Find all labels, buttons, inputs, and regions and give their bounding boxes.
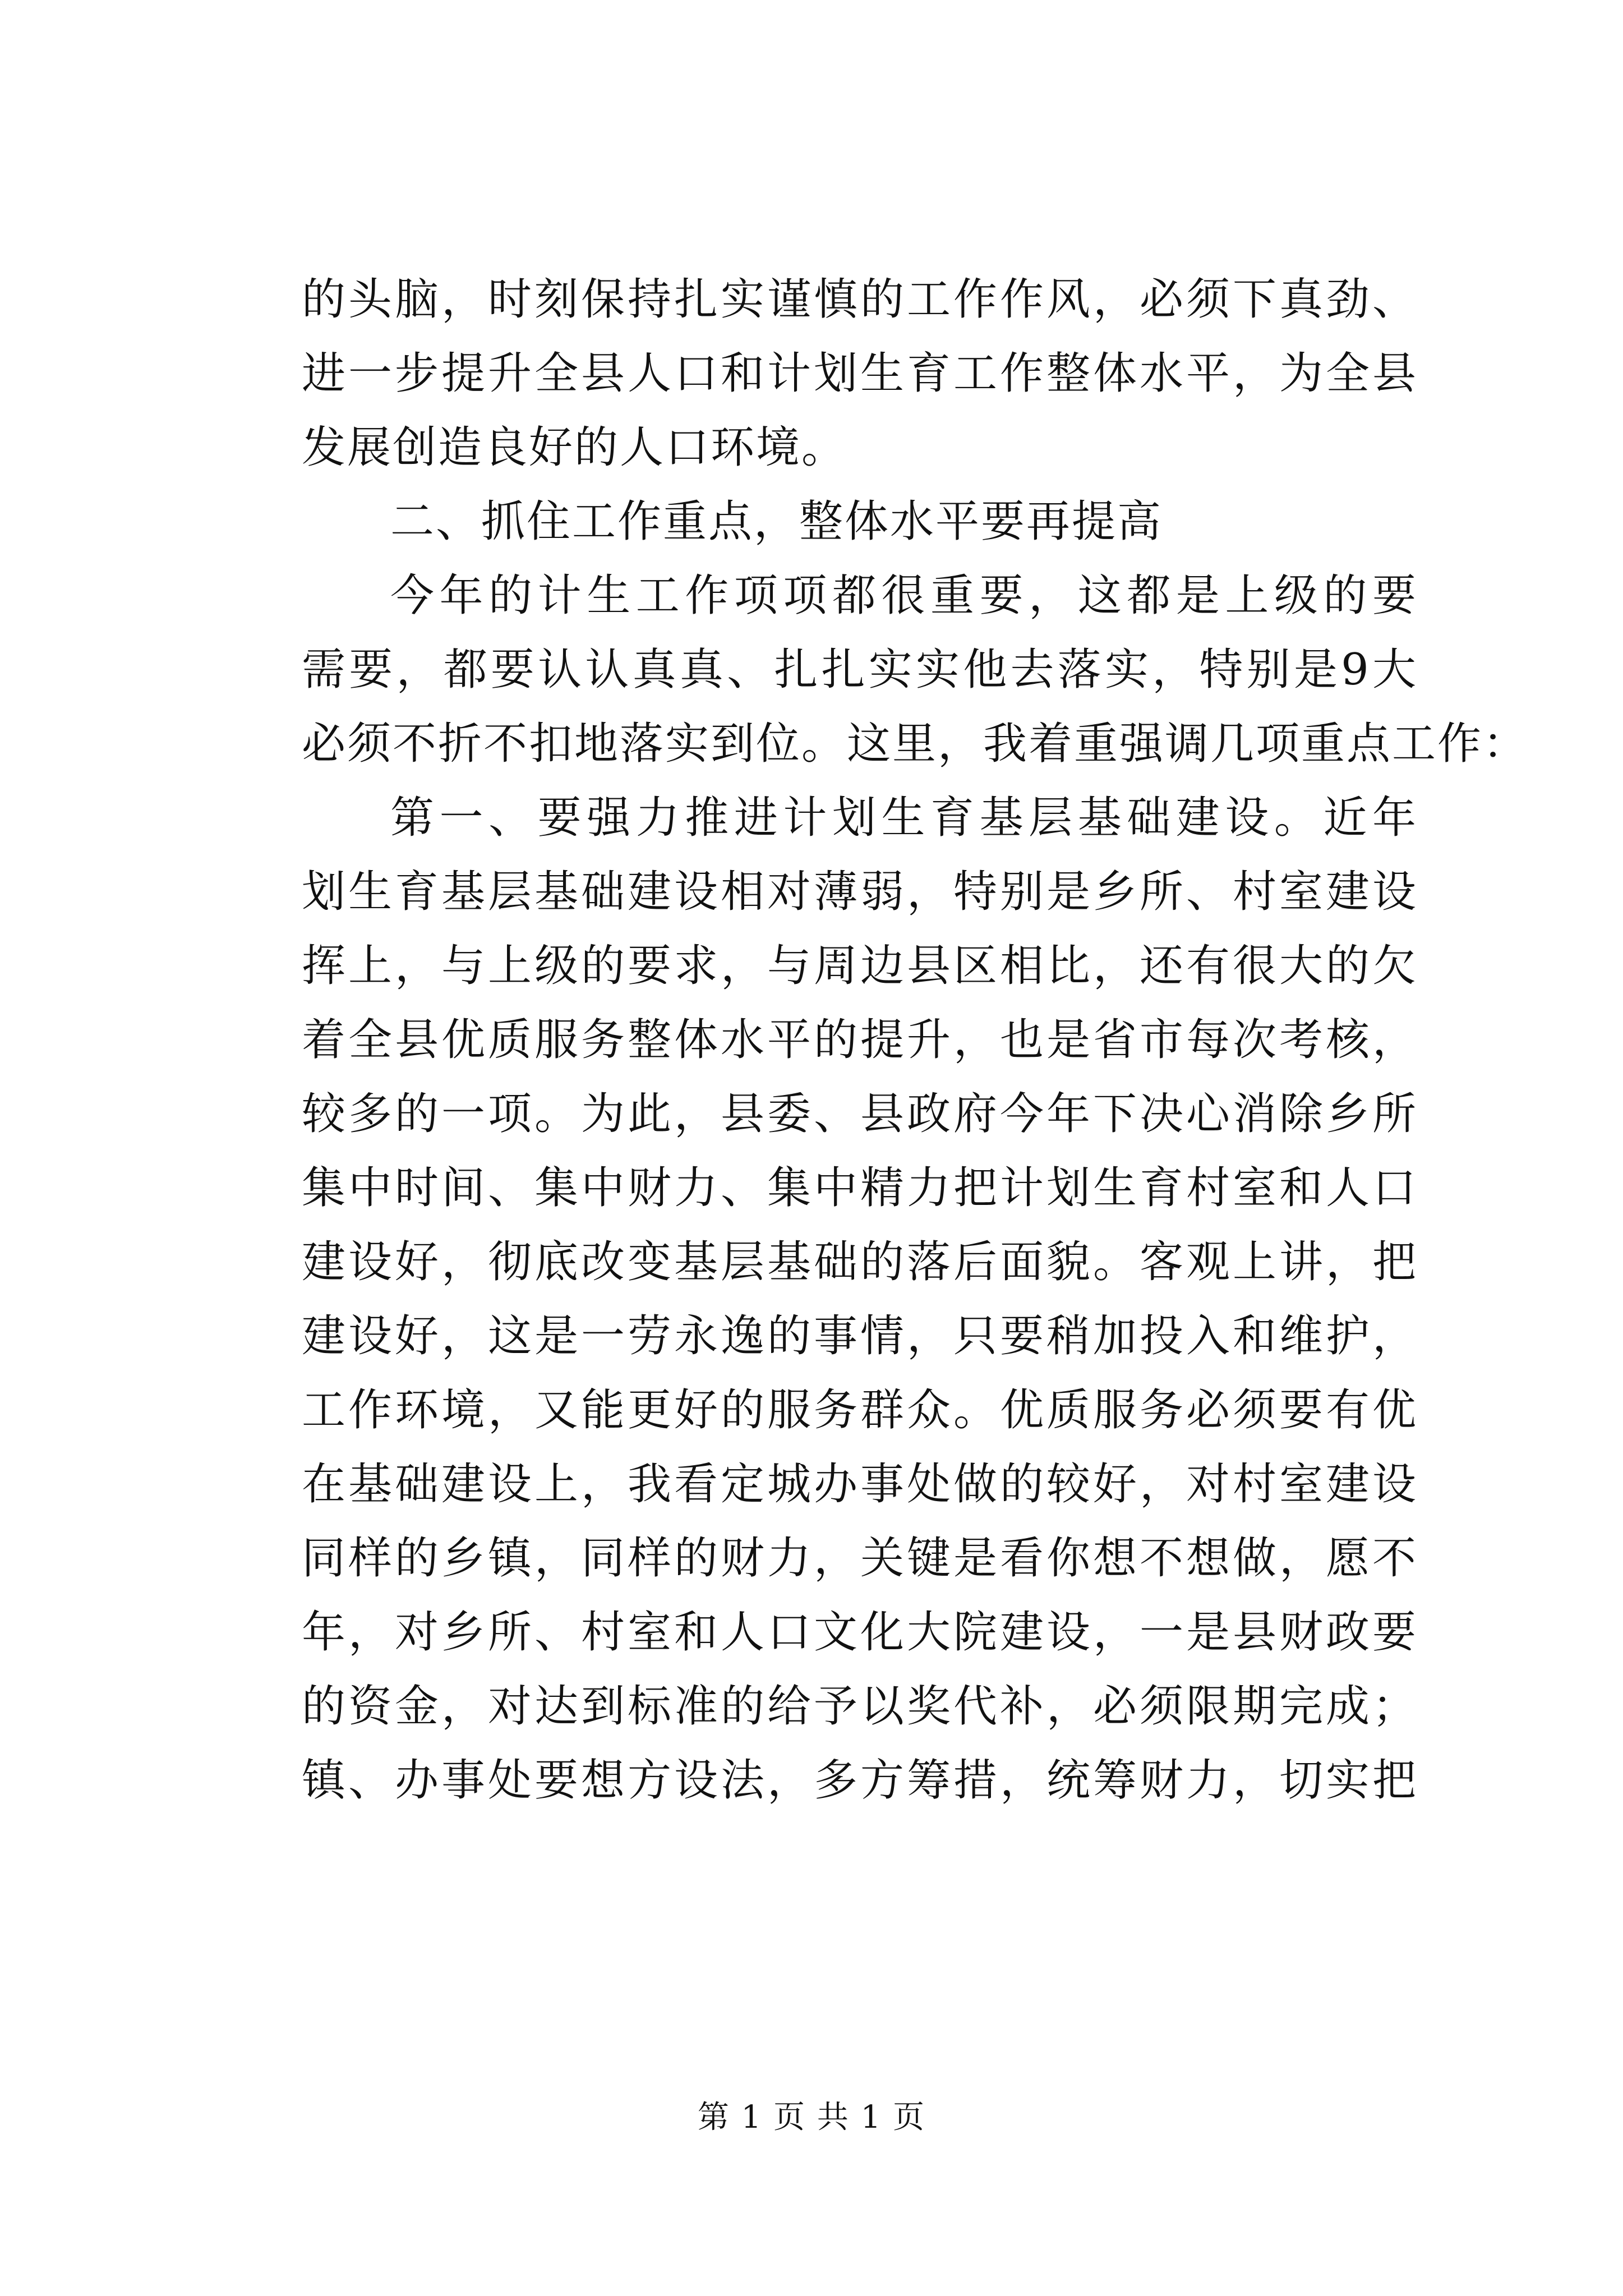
text-line: 建设好，这是一劳永逸的事情，只要稍加投入和维护， [302, 1311, 1418, 1361]
paragraph-first-line: 第一、要强力推进计划生育基层基础建设。近年 [390, 793, 1418, 843]
text-line: 建设好，彻底改变基层基础的落后面貌。客观上讲，把 [302, 1237, 1418, 1287]
text-line: 需要，都要认认真真、扎扎实实他去落实，特别是9大 [302, 645, 1418, 695]
text-line: 着全县优质服务整体水平的提升，也是省市每次考核， [302, 1015, 1418, 1065]
text-line: 年，对乡所、村室和人口文化大院建设，一是县财政要 [302, 1607, 1418, 1658]
text-line: 同样的乡镇，同样的财力，关键是看你想不想做，愿不 [302, 1533, 1418, 1584]
text-line: 划生育基层基础建设相对薄弱，特别是乡所、村室建设 [302, 867, 1418, 917]
text-line: 发展创造良好的人口环境。 [302, 422, 847, 473]
text-line: 工作环境，又能更好的服务群众。优质服务必须要有优 [302, 1385, 1418, 1435]
text-line: 的头脑，时刻保持扎实谨慎的工作作风，必须下真劲、 [302, 274, 1418, 325]
text-line: 必须不折不扣地落实到位。这里，我着重强调几项重点工作： [302, 719, 1529, 769]
text-line: 挥上，与上级的要求，与周边县区相比，还有很大的欠 [302, 941, 1418, 991]
text-line: 进一步提升全县人口和计划生育工作整体水平，为全县 [302, 348, 1418, 399]
document-body [302, 263, 1529, 1818]
paragraph-first-line: 今年的计生工作项项都很重要，这都是上级的要 [390, 570, 1418, 621]
text-line: 镇、办事处要想方设法，多方筹措，统筹财力，切实把 [302, 1755, 1418, 1806]
text-line: 集中时间、集中财力、集中精力把计划生育村室和人口 [302, 1163, 1418, 1213]
text-line: 的资金，对达到标准的给予以奖代补，必须限期完成； [302, 1681, 1418, 1732]
text-line: 较多的一项。为此，县委、县政府今年下决心消除乡所 [302, 1089, 1418, 1139]
page-footer: 第 1 页 共 1 页 [697, 2099, 926, 2136]
section-heading: 二、抓住工作重点，整体水平要再提高 [390, 496, 1163, 547]
text-line: 在基础建设上，我看定城办事处做的较好，对村室建设 [302, 1459, 1418, 1510]
